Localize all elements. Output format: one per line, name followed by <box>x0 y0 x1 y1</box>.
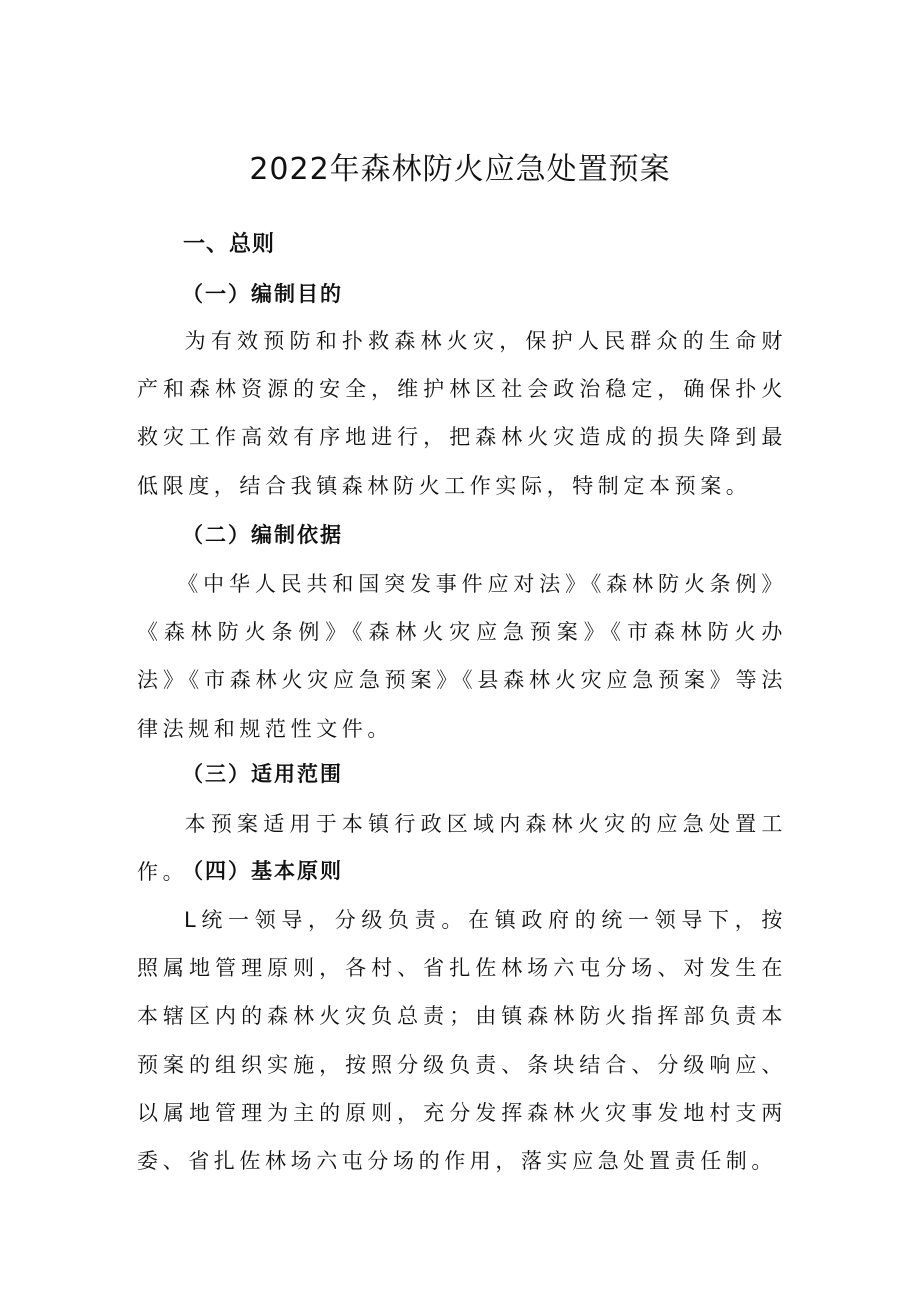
subsection-heading-scope: （三）适用范围 <box>182 762 343 786</box>
paragraph-scope-text: 本预案适用于本镇行政区域内森林火灾的应急处置工作。 <box>137 812 787 885</box>
subsection-heading-basis: （二）编制依据 <box>182 523 343 547</box>
paragraph-principles <box>137 896 787 1185</box>
paragraph-basis-text: 《中华人民共和国突发事件应对法》《森林防火条例》《森林防火条例》《森林火灾应急预案》《市森林防火办法》《市森林火灾应急预案》《县森林火灾应急预案》等法律法规和规范性文件。 <box>137 572 787 741</box>
document-title: 2022年森林防火应急处置预案 <box>249 152 671 187</box>
paragraph-basis <box>137 560 787 753</box>
section-heading-general: 一、总则 <box>183 232 276 257</box>
paragraph-principles-text: L统一领导，分级负责。在镇政府的统一领导下，按照属地管理原则，各村、省扎佐林场六屯分场、对发生在本辖区内的森林火灾负总责；由镇森林防火指挥部负责本预案的组织实施，按照分级负责、条块结合、分级响应、以属地管理为主的原则，充分发挥森林火灾事发地村支两委、省扎佐林场六屯分场的作用，落实应急处置责任制。 <box>137 908 787 1174</box>
subsection-heading-purpose: （一）编制目的 <box>182 282 343 306</box>
paragraph-purpose <box>137 317 787 510</box>
paragraph-purpose-text: 为有效预防和扑救森林火灾，保护人民群众的生命财产和森林资源的安全，维护林区社会政治稳定，确保扑火救灾工作高效有序地进行，把森林火灾造成的损失降到最低限度，结合我镇森林防火工作实际，特制定本预案。 <box>137 329 787 498</box>
subsection-heading-principles: （四）基本原则 <box>182 859 343 883</box>
